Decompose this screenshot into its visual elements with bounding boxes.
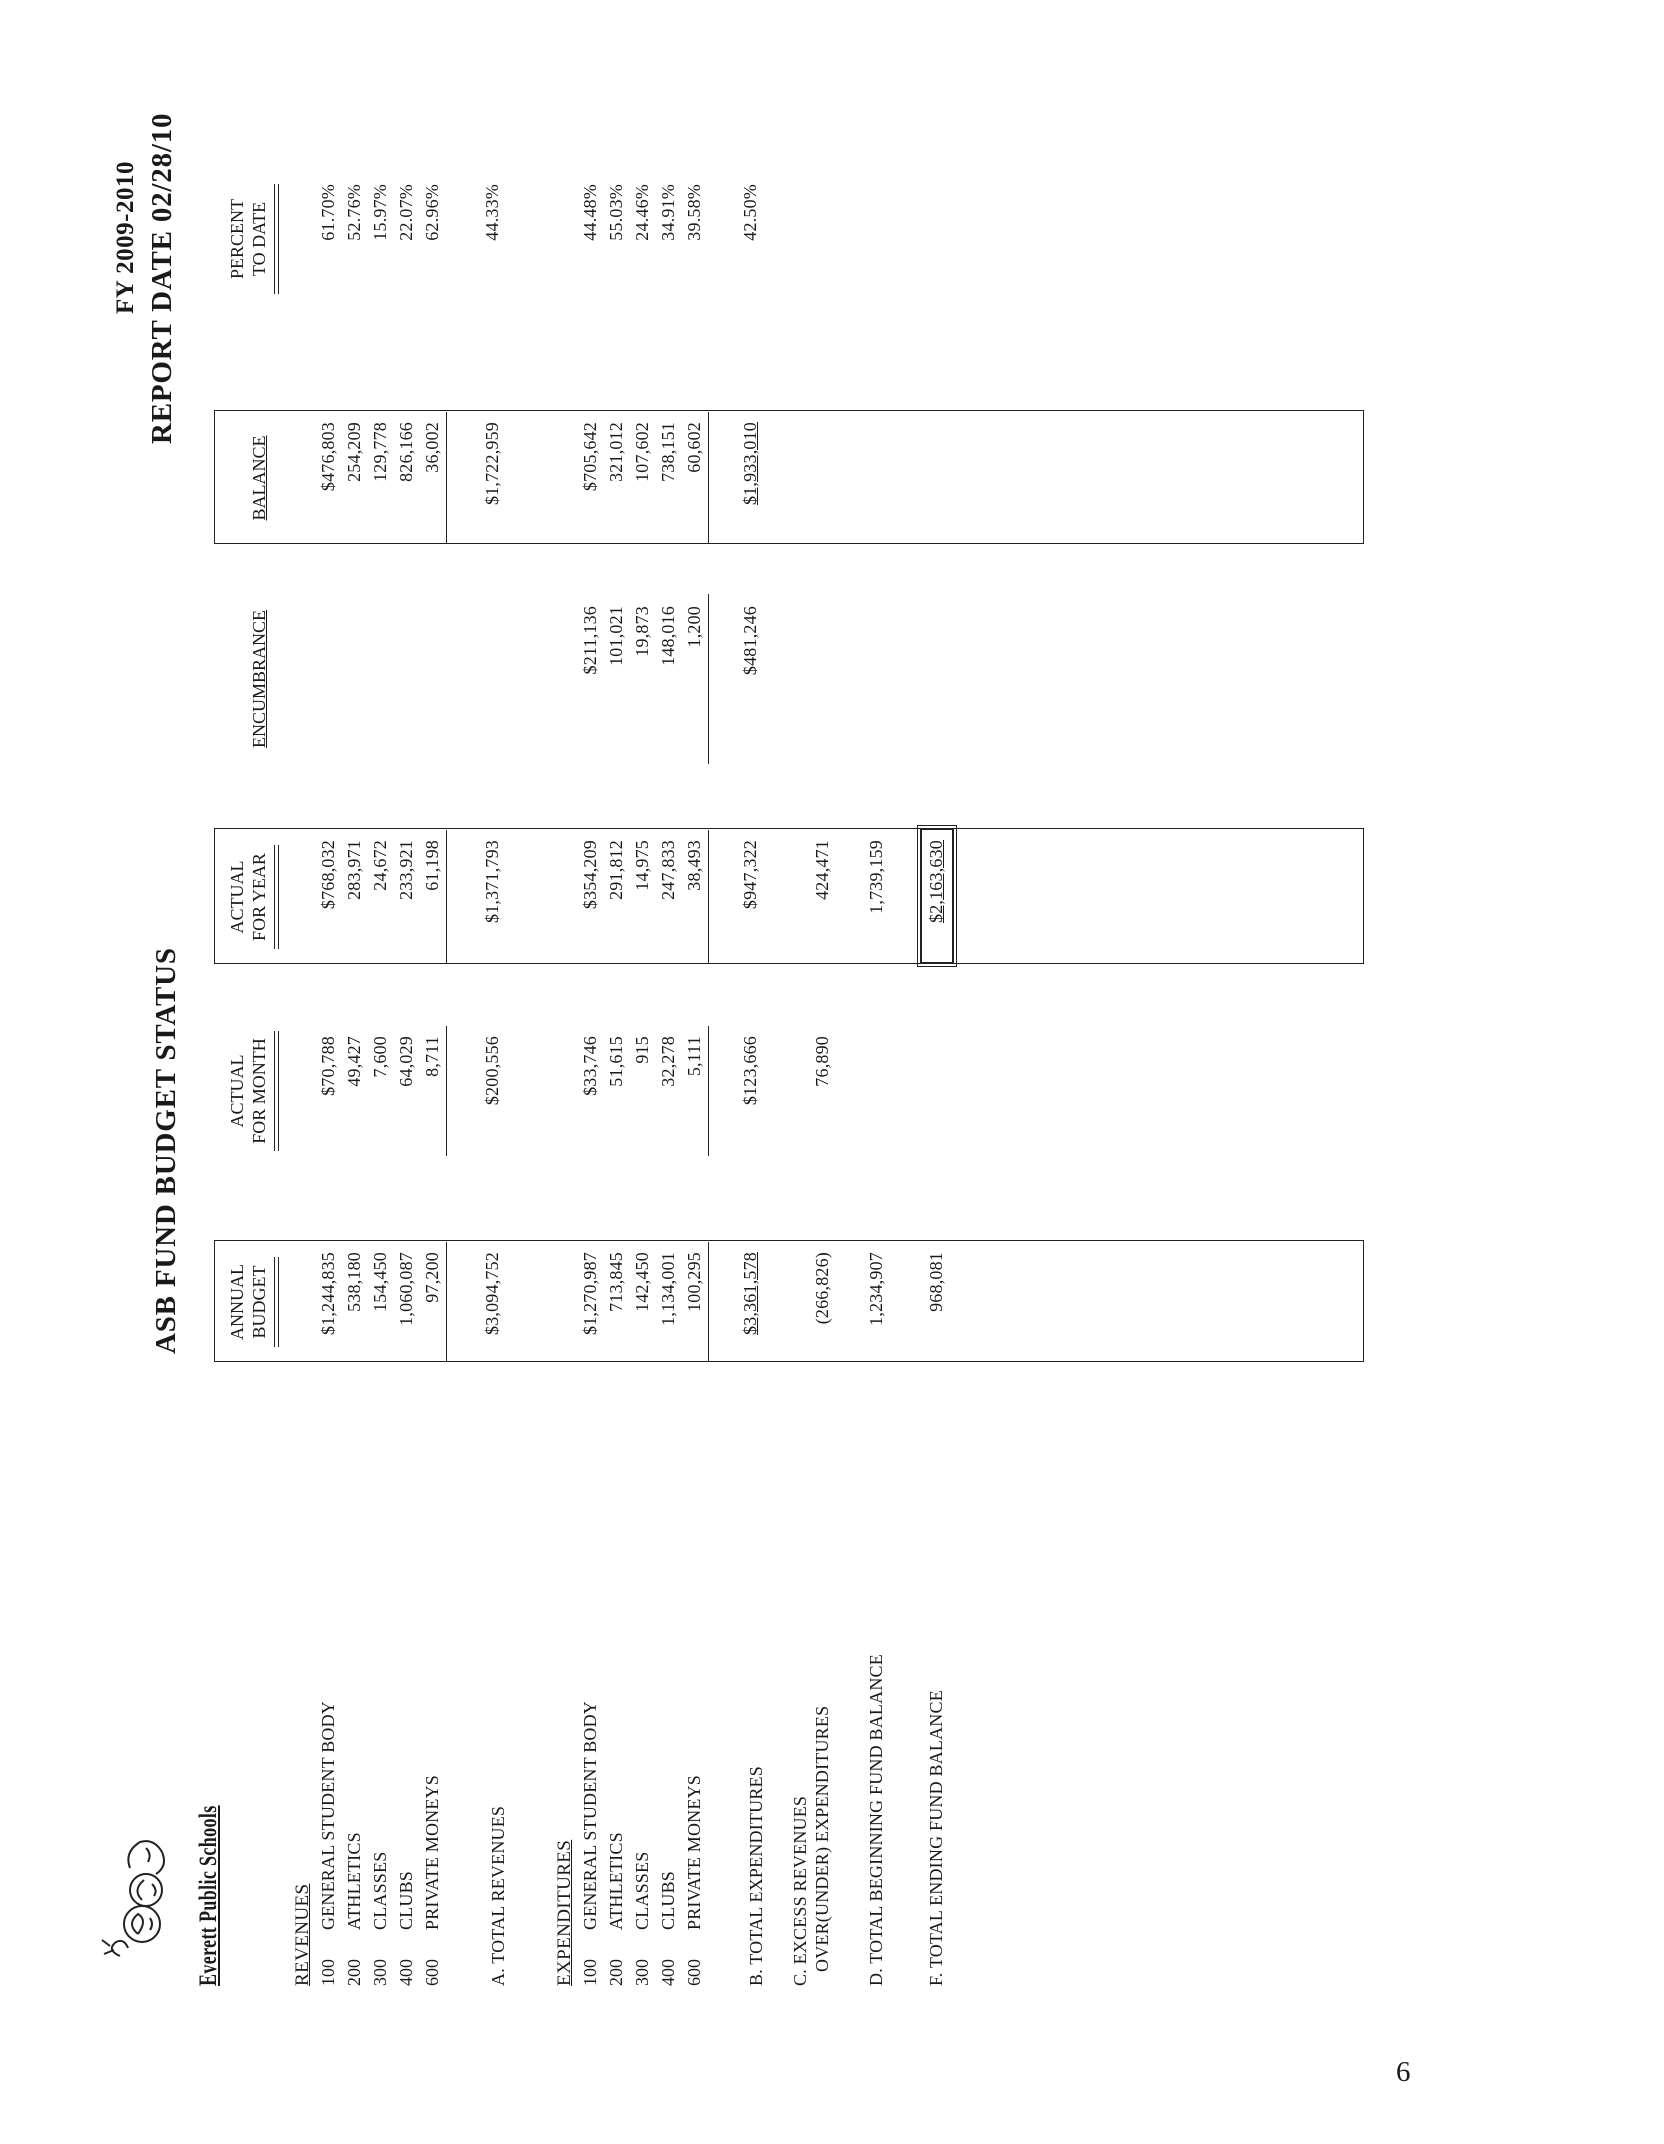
expenditure-subtotal-rule	[708, 412, 709, 544]
header-actual-month: ACTUAL FOR MONTH	[227, 1038, 269, 1144]
revenue-subtotal-rule	[446, 830, 447, 964]
page-number: 6	[1396, 2056, 1411, 2088]
expenditure-subtotal-rule	[708, 830, 709, 964]
header-rule-budget	[274, 1257, 279, 1347]
revenue-subtotal-rule	[446, 1242, 447, 1362]
header-encumbrance: ENCUMBRANCE	[249, 610, 269, 749]
header-rule-percent	[274, 184, 279, 294]
header-rule-year	[274, 845, 279, 949]
expenditure-subtotal-rule	[708, 1026, 709, 1156]
header-rule-month	[274, 1031, 279, 1151]
revenues-heading: REVENUES	[292, 1883, 313, 1986]
header-percent-to-date: PERCENT TO DATE	[227, 199, 269, 280]
revenue-subtotal-rule	[446, 1026, 447, 1156]
revenue-subtotal-rule	[446, 412, 447, 544]
district-name: Everett Public Schools	[195, 1805, 222, 1986]
header-balance: BALANCE	[249, 435, 269, 521]
fiscal-year: FY 2009-2010	[112, 161, 139, 314]
report-title: ASB FUND BUDGET STATUS	[150, 947, 182, 1354]
expenditure-subtotal-rule	[708, 1242, 709, 1362]
report-date: REPORT DATE 02/28/10	[146, 112, 178, 444]
rotated-page: Everett Public Schools ASB FUND BUDGET STATUS FY 2009-2010 REPORT DATE 02/28/10 ANNUAL BUDGET ACTUAL FOR MONTH ACTUAL FOR YEAR ENCUMBRANCE BALANCE PERCENT TO DATE REVENUES 100 GENERAL STUDENT BODY $1,244,835 $70,788 $768,032 $476,803 61.70% 200 ATHLETICS 538,180 49,427 283,971 254,209 52.76% 300 CLASSES 154,450 7,600 24,672 129,778 15.97% 400 CLUBS 1,060,087 64,029 233,921 826,166 22.07% 600 PRIVATE MONEYS 97,200 8,711 61,198 36,002 62.96% A. TOTAL REVENUES $3,094,752 $200,556 $1,371,793 $1,722,959 44.33% EXPENDITURES 100 GENERAL STUDENT BODY $1,270,987 $33,746 $354,209 $211,136 $705,642 44.48% 200 ATHLETICS 713,845 51,615 291,812 101,021 321,012 55.03% 300 CLASSES 142,450 915 14,975 19,873 107,602 24.46% 400 CLUBS 1,134,001 32,278 247,833 148,016 738,151 34.91% 600 PRIVATE MONEYS 100,295 5,111 38,493 1,200 60,602 39.58% B. TOTAL EXPENDITURES $3,361,578 $123,666 $947,322 $481,246 $1,933,010 42.50% C. EXCESS REVENUES OVER(UNDER) EXPENDITURES (266,826) 76,890 424,471 D. TOTAL BEGINNING FUND BALANCE 1,234,907 1,739,159 F. TOTAL ENDING FUND BALANCE 968,081 $2,163,630	[0, 0, 1664, 2144]
district-logo-icon	[90, 1786, 190, 1986]
expenditures-heading: EXPENDITURES	[554, 1839, 575, 1986]
expenditure-subtotal-rule	[708, 594, 709, 764]
header-annual-budget: ANNUAL BUDGET	[227, 1264, 269, 1340]
header-actual-year: ACTUAL FOR YEAR	[227, 853, 269, 941]
